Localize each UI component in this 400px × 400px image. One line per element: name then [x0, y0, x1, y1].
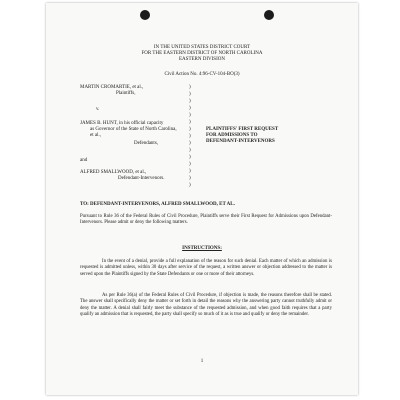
caption-bracket: ): [189, 92, 191, 97]
defendant-role: Defendants,: [134, 141, 159, 146]
document-title-line2: FOR ADMISSIONS TO: [206, 133, 258, 138]
and-connector: and: [80, 158, 88, 163]
versus: v.: [96, 107, 100, 112]
caption-bracket: ): [189, 134, 191, 139]
intervenor-name: ALFRED SMALLWOOD, et al.,: [80, 170, 147, 175]
plaintiff-name: MARTIN CROMARTIE, et al.,: [80, 85, 144, 90]
caption-bracket: ): [189, 162, 191, 167]
court-division: EASTERN DIVISION: [179, 57, 225, 62]
court-name-line1: IN THE UNITED STATES DISTRICT COURT: [153, 45, 251, 50]
caption-bracket: ): [189, 176, 191, 181]
addressee-line: TO: DEFENDANT-INTERVENORS, ALFRED SMALLWOOD, ET AL.: [80, 202, 235, 207]
defendant-etal: et al.,: [90, 133, 101, 138]
document-title-line1: PLAINTIFFS' FIRST REQUEST: [206, 127, 279, 132]
page-number: 1: [200, 359, 204, 364]
intervenor-role: Defendant-Intervenors.: [118, 176, 165, 181]
caption-bracket: ): [189, 141, 191, 146]
document-title-line3: DEFENDANT-INTERVENORS: [206, 139, 275, 144]
defendant-name: JAMES B. HUNT, in his official capacity: [80, 121, 164, 126]
defendant-capacity: as Governor of the State of North Carolina,: [90, 127, 177, 132]
caption-bracket: ): [189, 169, 191, 174]
punch-hole: [264, 10, 274, 20]
caption-bracket: ): [189, 113, 191, 118]
document-page: [46, 3, 358, 395]
caption-bracket: ): [189, 106, 191, 111]
intro-paragraph: Pursuant to Rule 36 of the Federal Rules of Civil Procedure, Plaintiffs serve their First Request for Admissions upon Defendant-Intervenors. Please admit or deny the following matters.: [80, 214, 332, 226]
plaintiff-role: Plaintiffs,: [116, 91, 136, 96]
caption-bracket: ): [189, 127, 191, 132]
caption-bracket: ): [189, 183, 191, 188]
civil-action-number: Civil Action No. 4:96-CV-104-BO(3): [164, 72, 240, 77]
caption-bracket: ): [189, 148, 191, 153]
caption-bracket: ): [189, 85, 191, 90]
caption-bracket: ): [189, 155, 191, 160]
court-name-line2: FOR THE EASTERN DISTRICT OF NORTH CAROLINA: [141, 51, 263, 56]
caption-bracket: ): [189, 99, 191, 104]
instructions-heading: INSTRUCTIONS:: [182, 246, 222, 251]
caption-bracket: ): [189, 120, 191, 125]
punch-hole: [140, 10, 150, 20]
instructions-paragraph-1: In the event of a denial, provide a full explanation of the reason for such denial. Each matter of which an admission is requested is admitted unless, within 30 days after service of the request, a written answer or objection addressed to the matter is served upon the Plaintiffs signed by the State Defendants or one or more of their attorneys.: [80, 259, 332, 277]
instructions-paragraph-2: As per Rule 36(a) of the Federal Rules of Civil Procedure, if objection is made, the reasons therefore shall be stated. The answer shall specifically deny the matter or set forth in detail the reasons why the answering party cannot truthfully admit or deny the matter. A denial shall fairly meet the substance of the requested admission, and when good faith requires that a party qualify an admission that is requested, the party shall specify so much of it as is true and qualify or deny the remainder.: [80, 293, 332, 318]
